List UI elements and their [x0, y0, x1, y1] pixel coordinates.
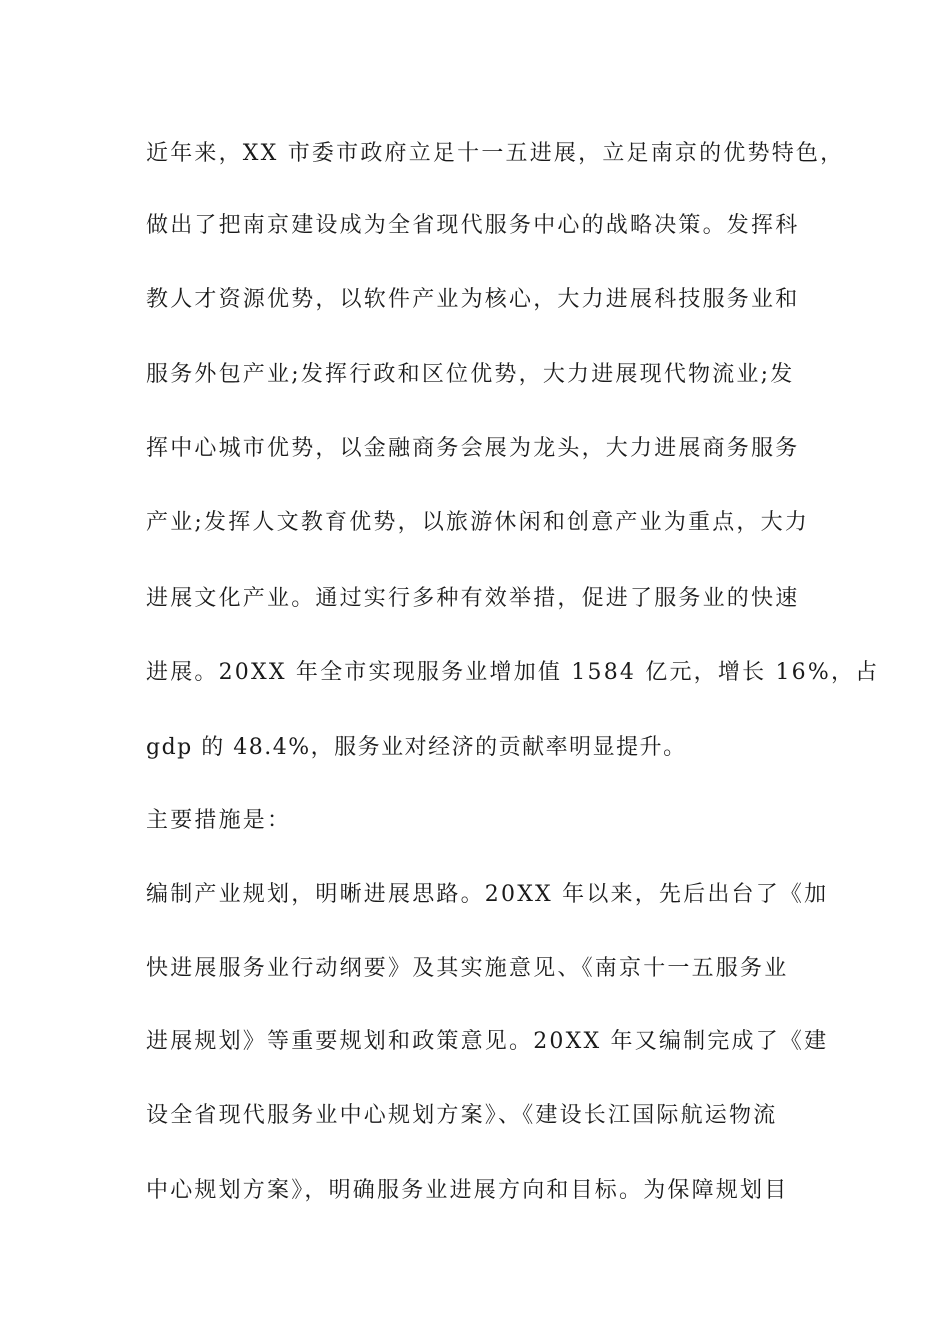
paragraph-line: 做出了把南京建设成为全省现代服务中心的战略决策。发挥科	[146, 213, 800, 238]
paragraph-line: 进展。20XX 年全市实现服务业增加值 1584 亿元，增长 16%，占	[146, 660, 880, 685]
paragraph-line: 进展规划》等重要规划和政策意见。20XX 年又编制完成了《建	[146, 1029, 829, 1054]
paragraph-line: 教人才资源优势，以软件产业为核心，大力进展科技服务业和	[146, 287, 800, 312]
paragraph-line: 中心规划方案》，明确服务业进展方向和目标。为保障规划目	[146, 1178, 789, 1203]
paragraph-line: 挥中心城市优势，以金融商务会展为龙头，大力进展商务服务	[146, 436, 800, 461]
paragraph-line: 近年来，XX 市委市政府立足十一五进展，立足南京的优势特色，	[146, 141, 845, 166]
paragraph-line: gdp 的 48.4%，服务业对经济的贡献率明显提升。	[146, 735, 687, 760]
paragraph-line: 服务外包产业;发挥行政和区位优势，大力进展现代物流业;发	[146, 362, 795, 387]
section-heading: 主要措施是：	[146, 808, 292, 833]
paragraph-line: 编制产业规划，明晰进展思路。20XX 年以来，先后出台了《加	[146, 882, 829, 907]
paragraph-line: 进展文化产业。通过实行多种有效举措，促进了服务业的快速	[146, 586, 800, 611]
paragraph-line: 设全省现代服务业中心规划方案》、《建设长江国际航运物流	[146, 1103, 778, 1128]
paragraph-line: 产业;发挥人文教育优势，以旅游休闲和创意产业为重点，大力	[146, 510, 810, 535]
paragraph-line: 快进展服务业行动纲要》及其实施意见、《南京十一五服务业	[146, 956, 789, 981]
